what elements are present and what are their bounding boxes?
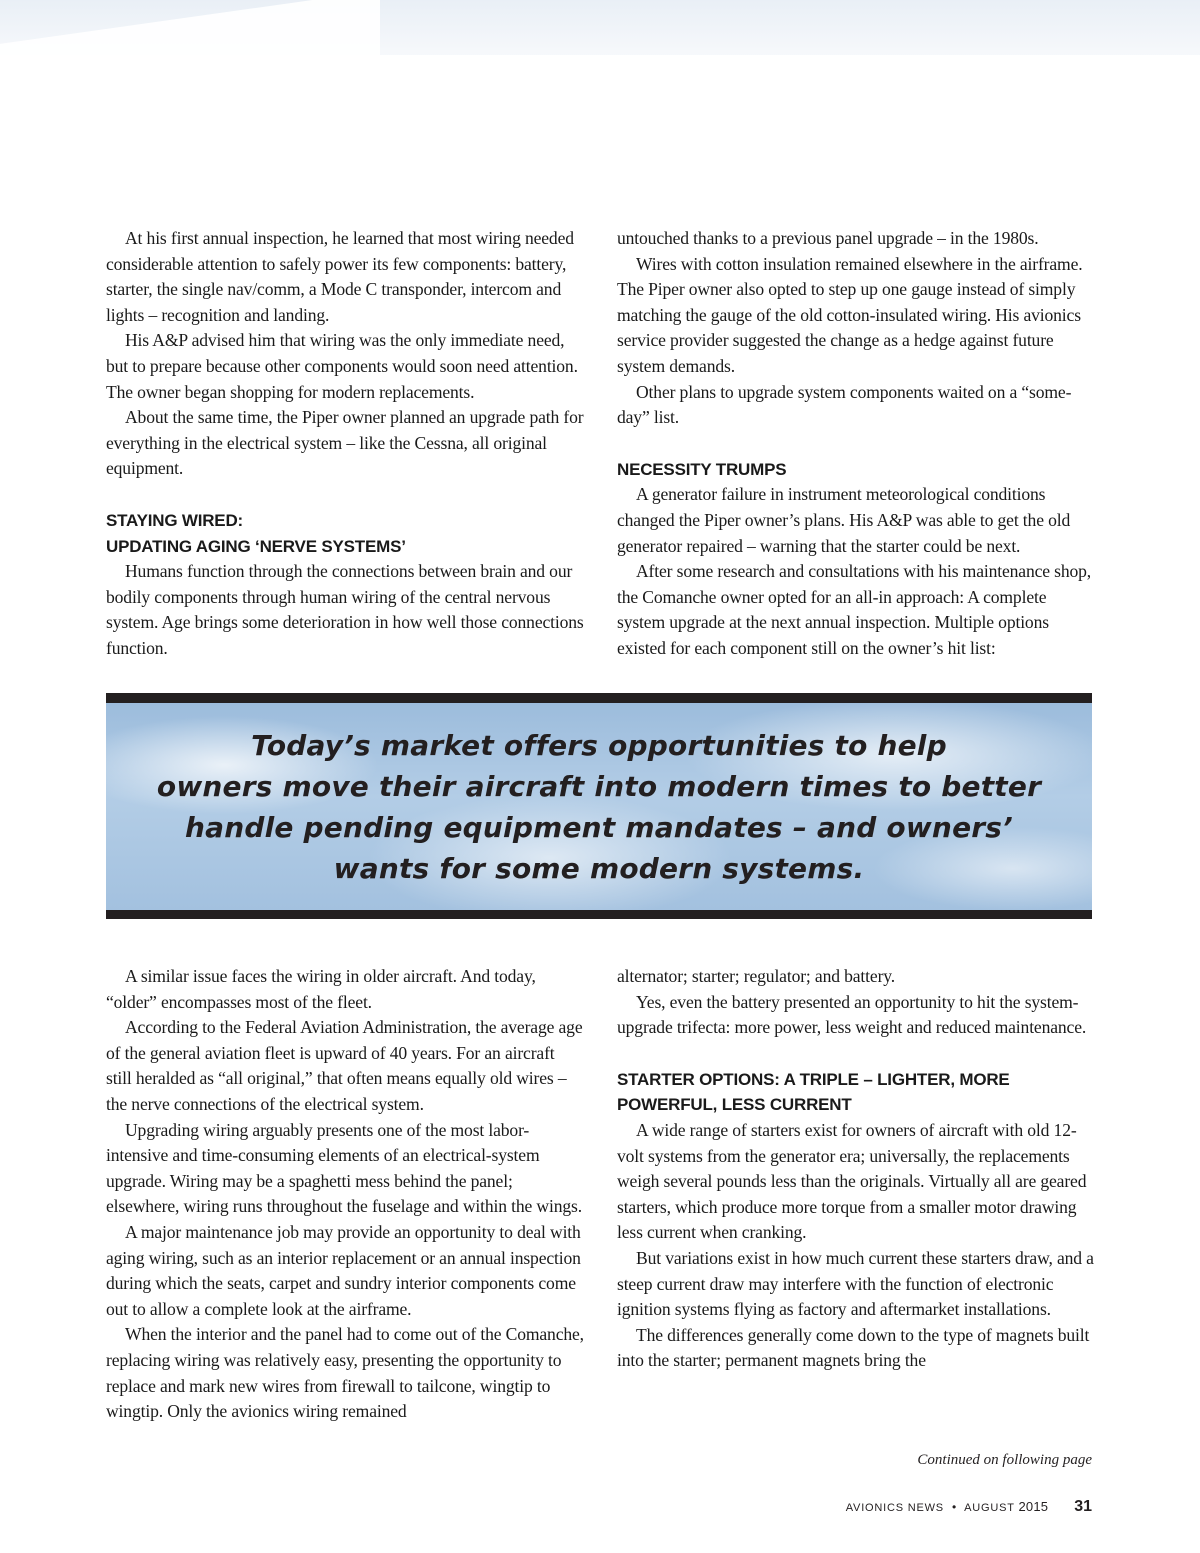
pull-quote-line: owners move their aircraft into modern times to better [156,769,1042,803]
paragraph: Humans function through the connections between brain and our bodily components through human wiring of the central nervous system. Age brings some deterioration in how well those connections function. [106,561,584,658]
paragraph: Yes, even the battery presented an opportunity to hit the system-upgrade trifecta: more power, less weight and reduced maintenance. [617,991,1087,1038]
page-number: 31 [1074,1498,1092,1515]
paragraph: But variations exist in how much current these starters draw, and a steep current draw may interfere with the function of electronic ignition systems flying as factory and aftermarket installations. [617,1247,1094,1320]
pull-quote-line: Today’s market offers opportunities to help [251,728,947,762]
page-footer [846,1498,1092,1516]
section-heading-staying-wired [106,508,584,559]
paragraph: A major maintenance job may provide an opportunity to deal with aging wiring, such as an interior replacement or an annual inspection during which the seats, carpet and sundry interior components come out to allow a complete look at the airframe. [106,1221,581,1319]
pull-quote-line: handle pending equipment mandates – and owners’ [185,810,1013,844]
issue-date [964,1499,1048,1514]
pull-quote [149,725,1049,889]
paragraph: A similar issue faces the wiring in older aircraft. And today, “older” encompasses most of the fleet. [106,966,536,1012]
paragraph: About the same time, the Piper owner planned an upgrade path for everything in the electrical system – like the Cessna, all original equipment. [106,407,584,479]
heading-line: UPDATING AGING ‘NERVE SYSTEMS’ [106,536,406,556]
issue-year: 2015 [1018,1499,1049,1514]
heading-line: STARTER OPTIONS: A TRIPLE – LIGHTER, MORE [617,1069,1010,1089]
paragraph: After some research and consultations with his maintenance shop, the Comanche owner opted for an all-in approach: A complete system upgrade at the next annual inspection. Multiple options existed for each component still on the owner’s hit list: [617,561,1092,658]
continued-note: Continued on following page [917,1452,1092,1468]
paragraph: alternator; starter; regulator; and battery. [617,966,896,986]
paragraph: Other plans to upgrade system components waited on a “some-day” list. [617,381,1072,428]
publication-name: AVIONICS NEWS [845,1502,944,1514]
article-column-3 [106,964,584,1425]
paragraph: A wide range of starters exist for owners of aircraft with old 12-volt systems from the generator era; universally, the replacements weigh several pounds less than the originals. Virtually all are geared starters, which produce more torque from a smaller motor drawing less current when cranking. [617,1119,1087,1243]
article-column-2 [617,226,1095,662]
paragraph: A generator failure in instrument meteorological conditions changed the Piper owner’s plans. His A&P was able to get the old generator repaired – warning that the starter could be next. [617,484,1071,556]
issue-month: AUGUST [964,1502,1015,1514]
paragraph: The differences generally come down to the type of magnets built into the starter; permanent magnets bring the [617,1324,1090,1371]
article-column-4 [617,964,1095,1374]
paragraph: Upgrading wiring arguably presents one of the most labor-intensive and time-consuming elements of an electrical-system upgrade. Wiring may be a spaghetti mess behind the panel; elsewhere, wiring runs throughout the fuselage and within the wings. [106,1119,582,1217]
heading-line: POWERFUL, LESS CURRENT [617,1095,852,1115]
paragraph: untouched thanks to a previous panel upgrade – in the 1980s. [617,228,1039,248]
paragraph: His A&P advised him that wiring was the only immediate need, but to prepare because other components would soon need attention. The owner began shopping for modern replacements. [106,330,578,402]
article-column-1 [106,226,584,662]
pull-quote-line: wants for some modern systems. [333,851,865,885]
section-heading-starter-options [617,1067,1095,1118]
section-heading-necessity-trumps: NECESSITY TRUMPS [617,459,787,479]
pull-quote-box [106,693,1092,919]
paragraph: When the interior and the panel had to come out of the Comanche, replacing wiring was relatively easy, presenting the opportunity to replace and mark new wires from firewall to tailcone, wingtip to wingtip. Only the avionics wiring remained [106,1324,584,1422]
footer-separator: • [951,1500,957,1514]
paragraph: According to the Federal Aviation Administration, the average age of the general aviation fleet is upward of 40 years. For an aircraft still heralded as “all original,” that often means equally old wires – the nerve connections of the electrical system. [106,1017,583,1114]
header-sky-decoration [0,0,1200,90]
paragraph: Wires with cotton insulation remained elsewhere in the airframe. The Piper owner also opted to step up one gauge instead of simply matching the gauge of the old cotton-insulated wiring. His avionics service provider suggested the change as a hedge against future system demands. [617,253,1083,376]
paragraph: At his first annual inspection, he learned that most wiring needed considerable attention to safely power its few components: battery, starter, the single nav/comm, a Mode C transponder, intercom and lights – recognition and landing. [106,228,574,325]
heading-line: STAYING WIRED: [106,510,243,530]
